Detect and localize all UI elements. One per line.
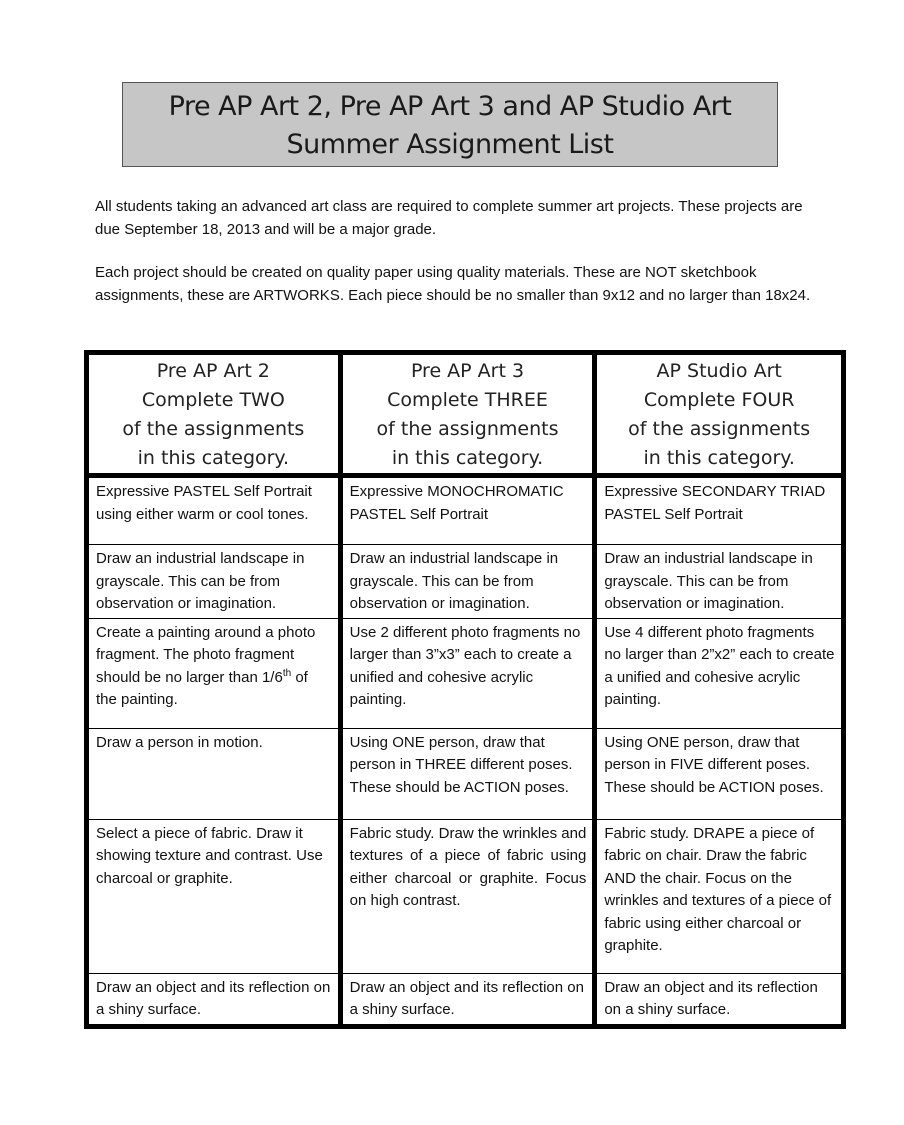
table-cell: Fabric study. Draw the wrinkles and textures of a piece of fabric using either charcoal or graphite. Focus on high contrast. — [340, 819, 595, 973]
title-banner — [122, 82, 778, 167]
table-row — [87, 973, 844, 1026]
table-cell: Draw an object and its reflection on a shiny surface. — [87, 973, 341, 1026]
table-header-row — [87, 353, 844, 476]
course-requirement: Complete FOUR — [643, 389, 795, 411]
table-row — [87, 618, 844, 728]
table-cell: Expressive SECONDARY TRIAD PASTEL Self Portrait — [595, 476, 844, 545]
course-requirement: Complete TWO — [141, 389, 285, 411]
course-name: Pre AP Art 3 — [410, 360, 525, 382]
table-cell: Create a painting around a photo fragment. The photo fragment should be no larger than 1/6th of the painting. — [87, 618, 341, 728]
header-pre-ap-art-3: Pre AP Art 3 Complete THREE of the assignments in this category. — [340, 353, 595, 476]
course-name: AP Studio Art — [656, 360, 782, 382]
intro-paragraph-1: All students taking an advanced art class are required to complete summer art projects. These projects are due September 18, 2013 and will be a major grade. — [95, 198, 803, 238]
table-cell: Draw an object and its reflection on a shiny surface. — [340, 973, 595, 1026]
page-subtitle: Summer Assignment List — [286, 129, 614, 160]
table-cell: Using ONE person, draw that person in FIVE different poses. These should be ACTION poses. — [595, 728, 844, 819]
intro-paragraph-2: Each project should be created on quality paper using quality materials. These are NOT sketchbook assignments, these are ARTWORKS. Each piece should be no smaller than 9x12 and no larger than 18x24. — [95, 264, 811, 304]
table-row — [87, 545, 844, 619]
assignment-table — [84, 350, 846, 1029]
table-row — [87, 728, 844, 819]
table-cell: Draw a person in motion. — [87, 728, 341, 819]
table-cell: Draw an object and its reflection on a shiny surface. — [595, 973, 844, 1026]
table-cell: Expressive PASTEL Self Portrait using either warm or cool tones. — [87, 476, 341, 545]
table-cell: Draw an industrial landscape in grayscale. This can be from observation or imagination. — [340, 545, 595, 619]
table-cell: Select a piece of fabric. Draw it showing texture and contrast. Use charcoal or graphite. — [87, 819, 341, 973]
course-requirement: Complete THREE — [387, 389, 548, 411]
header-ap-studio-art: AP Studio Art Complete FOUR of the assignments in this category. — [595, 353, 844, 476]
table-cell: Using ONE person, draw that person in THREE different poses. These should be ACTION poses. — [340, 728, 595, 819]
header-pre-ap-art-2: Pre AP Art 2 Complete TWO of the assignments in this category. — [87, 353, 341, 476]
table-cell: Fabric study. DRAPE a piece of fabric on chair. Draw the fabric AND the chair. Focus on the wrinkles and textures of a piece of fabric using either charcoal or graphite. — [595, 819, 844, 973]
table-cell: Draw an industrial landscape in grayscale. This can be from observation or imagination. — [87, 545, 341, 619]
table-row — [87, 476, 844, 545]
page-title: Pre AP Art 2, Pre AP Art 3 and AP Studio Art — [168, 91, 732, 122]
table-cell: Use 2 different photo fragments no larger than 3”x3” each to create a unified and cohesive acrylic painting. — [340, 618, 595, 728]
table-cell: Draw an industrial landscape in grayscale. This can be from observation or imagination. — [595, 545, 844, 619]
table-cell: Expressive MONOCHROMATIC PASTEL Self Portrait — [340, 476, 595, 545]
table-cell: Use 4 different photo fragments no larger than 2”x2” each to create a unified and cohesive acrylic painting. — [595, 618, 844, 728]
table-row — [87, 819, 844, 973]
course-name: Pre AP Art 2 — [156, 360, 270, 382]
